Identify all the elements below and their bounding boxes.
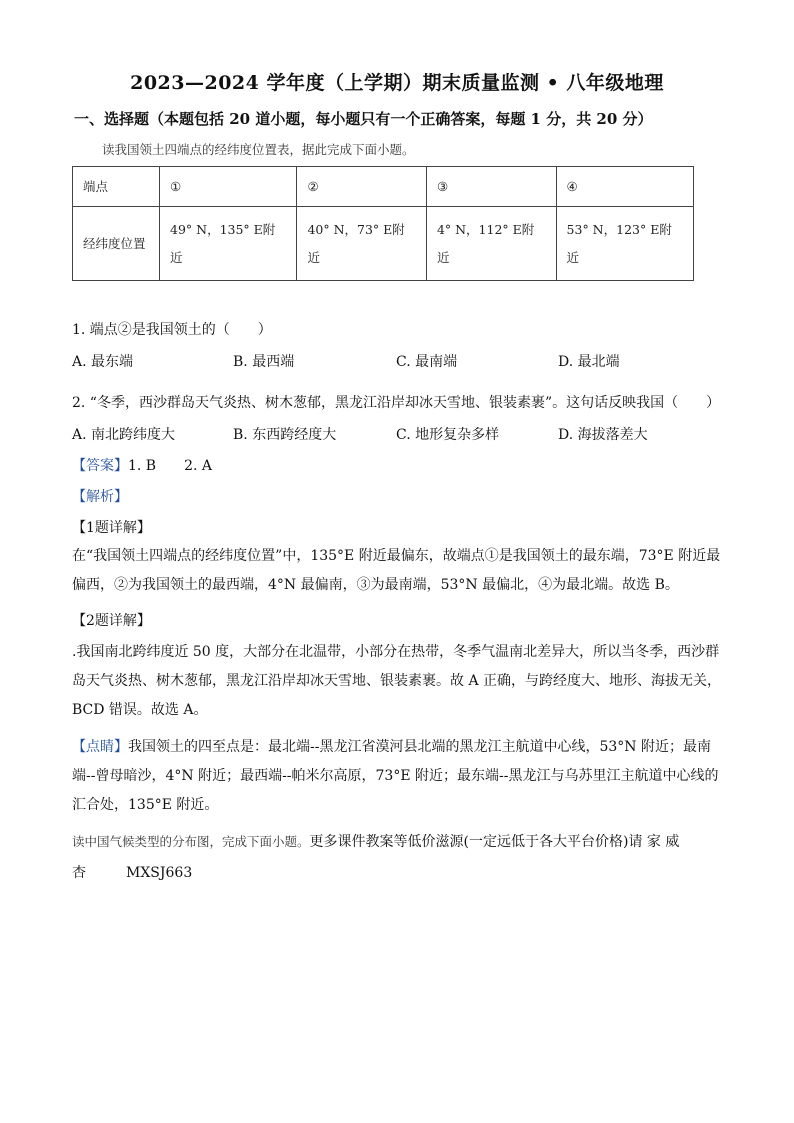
option-d: D. 最北端 — [558, 354, 620, 370]
table-header-cell: ① — [160, 167, 297, 207]
footer-code: MXSJ663 — [126, 865, 193, 881]
question-1-options — [72, 351, 722, 371]
detail-2-label: 【2题详解】 — [72, 613, 151, 629]
detail-1-label: 【1题详解】 — [72, 520, 151, 536]
footer-line-2 — [72, 862, 192, 882]
detail-2-text: .我国南北跨纬度近 50 度，大部分在北温带，小部分在热带，冬季气温南北差异大，所以当冬季，西沙群岛天气炎热、树木葱郁，黑龙江沿岸却冰天雪地、银装素裹。故 A 正确，与跨经度大、地形、海拔无关，BCD 错误。故选 A。 — [72, 644, 722, 718]
option-d: D. 海拔落差大 — [558, 427, 648, 443]
question-2-stem: 2. “冬季，西沙群岛天气炎热、树木葱郁，黑龙江沿岸却冰天雪地、银装素裹”。这句话反映我国（ ） — [72, 395, 721, 411]
option-b: B. 东西跨经度大 — [233, 427, 337, 443]
page-title: 2023—2024 学年度（上学期）期末质量监测 • 八年级地理 — [130, 72, 664, 94]
option-b: B. 最西端 — [233, 354, 295, 370]
table-header-cell: ④ — [556, 167, 693, 207]
answer-text: 1. B 2. A — [128, 458, 213, 474]
table-cell: 4° N，112° E附近 — [426, 207, 556, 281]
table-cell: 40° N，73° E附近 — [297, 207, 427, 281]
footer-promo: 更多课件教案等低价滋源(一定远低于各大平台价格)请 家 威 — [309, 834, 680, 850]
section-heading: 一、选择题（本题包括 20 道小题，每小题只有一个正确答案，每题 1 分，共 20 分） — [74, 110, 653, 128]
highlight-block — [72, 733, 724, 820]
table-intro: 读我国领土四端点的经纬度位置表，据此完成下面小题。 — [102, 142, 415, 157]
table-cell: 53° N，123° E附近 — [556, 207, 693, 281]
question-1-stem: 1. 端点②是我国领土的（ ） — [72, 322, 272, 338]
question-2-options — [72, 424, 722, 444]
table-row-label: 经纬度位置 — [73, 207, 160, 281]
option-a: A. 最东端 — [72, 354, 134, 370]
table-row — [73, 207, 694, 281]
footer-intro: 读中国气候类型的分布图，完成下面小题。 — [72, 834, 310, 849]
endpoint-table — [72, 166, 694, 281]
answer-label: 【答案】 — [72, 458, 128, 474]
table-header-cell: 端点 — [73, 167, 160, 207]
highlight-label: 【点睛】 — [72, 739, 128, 755]
detail-1-text: 在“我国领土四端点的经纬度位置”中，135°E 附近最偏东，故端点①是我国领土的最东端，73°E 附近最偏西，②为我国领土的最西端，4°N 最偏南，③为最南端，53°N 最偏北，④为最北端。故选 B。 — [72, 548, 721, 593]
answer-line — [72, 455, 212, 475]
footer-char: 杏 — [72, 865, 86, 881]
table-header-cell: ③ — [426, 167, 556, 207]
option-c: C. 地形复杂多样 — [396, 427, 500, 443]
highlight-text: 我国领土的四至点是：最北端--黑龙江省漠河县北端的黑龙江主航道中心线，53°N 附近；最南端--曾母暗沙，4°N 附近；最西端--帕米尔高原，73°E 附近；最东端--黑龙江与乌苏里江主航道中心线的汇合处，135°E 附近。 — [72, 739, 719, 813]
table-cell: 49° N，135° E附近 — [160, 207, 297, 281]
option-a: A. 南北跨纬度大 — [72, 427, 176, 443]
option-c: C. 最南端 — [396, 354, 458, 370]
footer-line-1 — [72, 831, 679, 851]
table-header-cell: ② — [297, 167, 427, 207]
analysis-label: 【解析】 — [72, 489, 128, 505]
table-header-row — [73, 167, 694, 207]
